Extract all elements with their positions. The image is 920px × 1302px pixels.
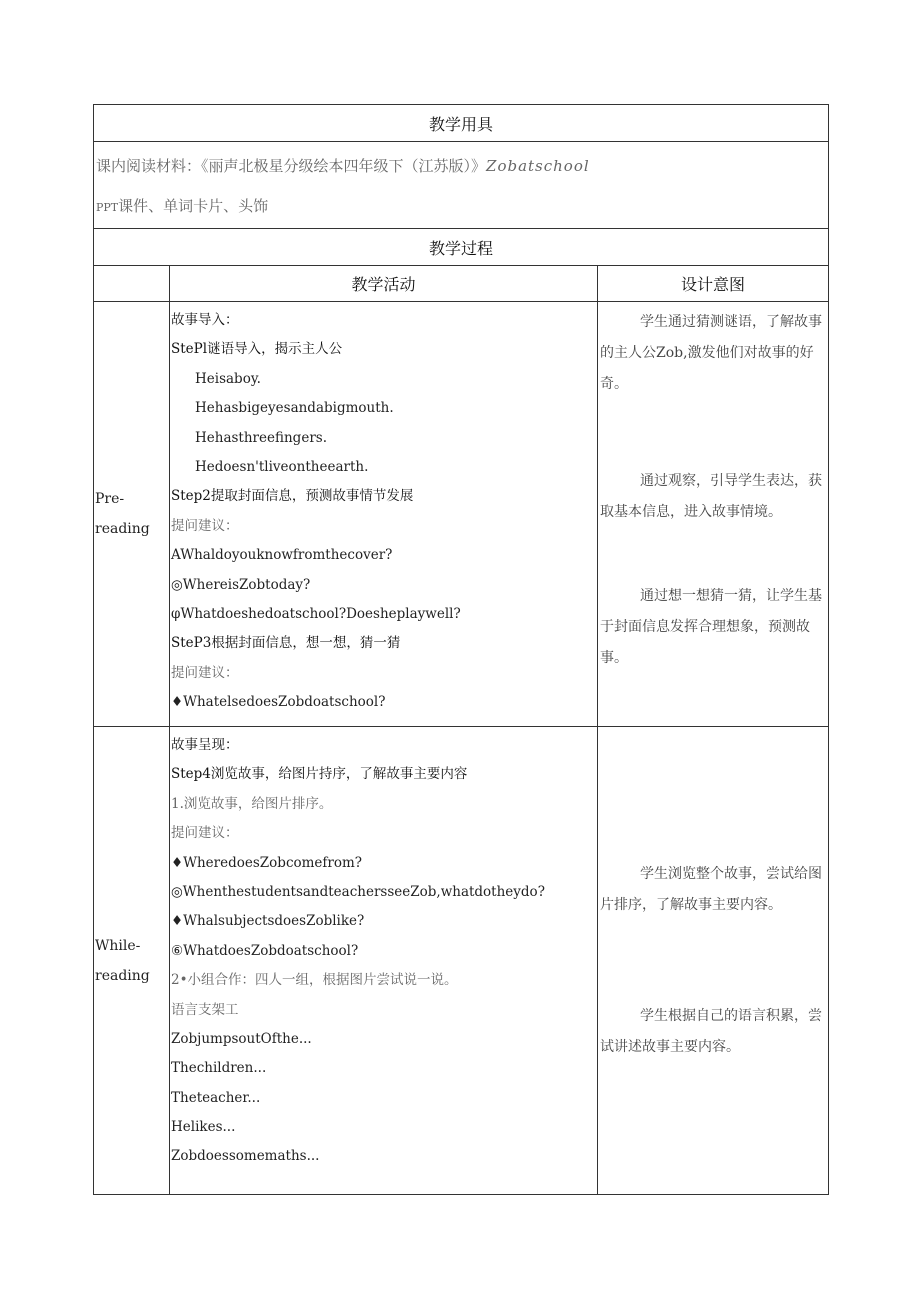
question-line: AWhaldoyouknowfromthecover? [171,547,393,564]
while-reading-row [94,727,829,1195]
pre-reading-row [94,302,829,727]
riddle-line: Heisaboy. [195,370,261,387]
pre-reading-intents [598,302,829,727]
while-reading-activities [170,727,598,1195]
intent-text: 学生根据自己的语言积累，尝试讲述故事主要内容。 [600,1008,822,1055]
question-line: ◎WhereisZobtoday? [171,576,311,593]
riddle-line: Hehasbigeyesandabigmouth. [195,400,394,417]
scaffold-line: ZobjumpsoutOfthe... [171,1030,312,1047]
scaffold-line: Zobdoessomemaths... [171,1148,320,1165]
question-line: φWhatdoeshedoatschool?Doesheplaywell? [171,605,461,622]
while-reading-intents [598,727,829,1195]
question-line: ♦WhatelsedoesZobdoatschool? [171,694,386,711]
materials-line-ppt [96,186,828,228]
question-line: ♦WhalsubjectsdoesZoblike? [171,913,365,930]
while-reading-stage [94,727,170,1195]
columns-header-row [94,266,829,302]
scaffold-line: Helikes... [171,1119,236,1136]
pre-reading-activities [170,302,598,727]
materials-row [94,142,829,229]
process-header: 教学过程 [94,229,829,266]
while-reading-stage-line1: While- [95,937,141,954]
activity-line: 1.浏览故事，给图片排序。 [171,795,333,812]
scaffold-line: Theteacher... [171,1089,261,1106]
materials-header-row [94,105,829,142]
materials-cell [94,142,829,229]
activity-step-title: StePl谜语导入，揭示主人公 [171,341,343,358]
activity-line: 2•小组合作：四人一组，根据图片尝试说一说。 [171,972,458,989]
activity-column-header: 教学活动 [170,266,598,302]
scaffold-line: Thechildren... [171,1060,267,1077]
activity-step-title: Step4浏览故事，给图片持序，了解故事主要内容 [171,766,468,783]
intent-text: 学生浏览整个故事，尝试给图片排序，了解故事主要内容。 [600,866,822,913]
activity-step-title: SteP3根据封面信息，想一想，猜一猜 [171,635,401,652]
intent-text: 学生通过猜测谜语，了解故事的主人公Zob,激发他们对故事的好奇。 [600,314,822,392]
activity-line: 提问建议： [171,825,239,842]
activity-line: 故事导入： [171,312,239,328]
stage-column-header [94,266,170,302]
activity-line: 提问建议： [171,664,239,681]
materials-reading-prefix: 课内阅读材料：《丽声北极星分级绘本四年级下（江苏版）》 [96,157,487,175]
riddle-line: Hehasthreefingers. [195,429,327,446]
process-header-row [94,229,829,266]
materials-tools: 课件、单词卡片、头饰 [118,197,269,215]
pre-reading-stage: Pre-reading [94,302,170,727]
question-line: ◎WhenthestudentsandteachersseeZob,whatdotheydo? [171,883,545,900]
materials-ppt-label: PPT [96,201,119,214]
materials-book-title: Zobatschool [486,157,590,175]
materials-header: 教学用具 [94,105,829,142]
materials-line-reading [96,146,828,186]
question-line: ♦WheredoesZobcomefrom? [171,854,363,871]
intent-column-header: 设计意图 [598,266,829,302]
intent-text: 通过观察，引导学生表达，获取基本信息，进入故事情境。 [600,473,822,520]
lesson-plan-table [93,104,829,1195]
riddle-line: Hedoesn'tliveontheearth. [195,458,369,475]
while-reading-stage-line2: reading [95,967,150,984]
activity-line: 语言支架工 [171,1001,239,1018]
activity-line: 提问建议： [171,517,239,534]
activity-line: 故事呈现： [171,737,239,753]
question-line: ⑥WhatdoesZobdoatschool? [171,942,359,959]
activity-step-title: Step2提取封面信息，预测故事情节发展 [171,488,414,505]
lesson-plan-sheet [93,104,828,1195]
intent-text: 通过想一想猜一猜，让学生基于封面信息发挥合理想象，预测故事。 [600,588,822,666]
